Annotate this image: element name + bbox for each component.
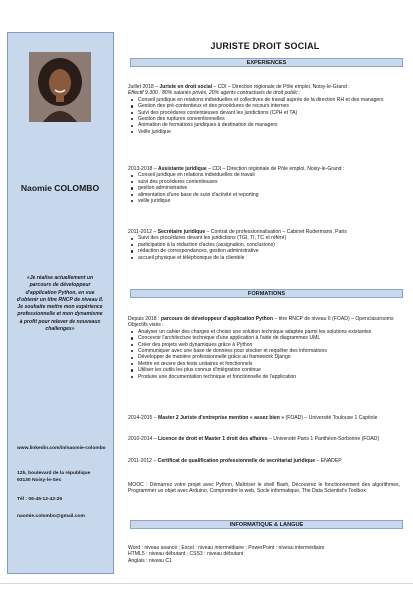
candidate-name: Naomie COLOMBO <box>20 183 100 193</box>
list-item: Créer des projets web dynamiques grâce à Python <box>138 342 400 348</box>
list-item: Conseil juridique en relations individuelles et collectives de travail auprès de la direction RH et des managers <box>138 97 400 103</box>
job3-date: 2011-2012 – <box>128 229 158 235</box>
address-line2: 93130 Noisy-le-Sec <box>17 478 62 483</box>
job3-list <box>128 235 400 261</box>
mooc <box>128 482 400 495</box>
job1-date: Juillet 2018 – <box>128 84 160 90</box>
formation-3 <box>128 436 400 442</box>
experiences-heading: EXPERIENCES <box>130 58 403 67</box>
formation-2 <box>128 415 400 421</box>
formation-4 <box>128 458 400 464</box>
job2-detail: – CDI – Direction régionale de Pôle emploi, Noisy-le-Grand : <box>206 166 345 172</box>
list-item: Analyser un cahier des charges et choisir une solution technique adaptée parmi les solutions existantes <box>138 329 400 335</box>
list-item: Gestion des pré-contentieux et des procédures de recours internes <box>138 103 400 109</box>
list-item: Animation de formations juridiques à destination de managers <box>138 122 400 128</box>
f4-date: 2011-2012 – <box>128 458 158 464</box>
f2-name: Master 2 Juriste d'entreprise mention « assez bien » <box>158 415 285 421</box>
f4-name: Certificat de qualification professionnelle de secrétariat juridique <box>157 458 316 464</box>
list-item: Suivi des procédures devant les juridictions (TGI, TI, TC et référé) <box>138 235 400 241</box>
list-item: Conseil juridique en relations individuelles de travail <box>138 172 400 178</box>
linkedin-link[interactable]: www.linkedin.com/in/naomie-colombo <box>17 446 106 451</box>
f4-detail: – ENADEP <box>315 458 342 464</box>
f2-date: 2014-2015 – <box>128 415 159 421</box>
f3-date: 2010-2014 – <box>128 436 159 442</box>
f3-name: Licence de droit et Master 1 droit des affaires <box>158 436 268 442</box>
informatique-heading: INFORMATIQUE & LANGUE <box>130 520 403 529</box>
list-item: veille juridique <box>138 198 400 204</box>
f3-detail: – Université Paris 1 Panthéon-Sorbonne (FOAD) <box>267 436 380 442</box>
mooc-text: MOOC : Démarrez votre projet avec Python, Maîtriser le shell Bash, Découvrez le fonctionnement des algorithmes, Programmer un objet avec Arduino, Comprendre le web, Socle informatique, The Data Scientist's Toolbox <box>128 482 400 495</box>
job1-detail: – CDI – Direction régionale de Pôle emploi, Noisy-le-Grand : <box>212 84 350 90</box>
job2-list <box>128 172 400 204</box>
f1-name: parcours de développeur d'application Python <box>160 316 274 322</box>
job2-role: Assistante juridique <box>158 166 207 172</box>
list-item: gestion administrative <box>138 185 400 191</box>
list-item: Produire une documentation technique et fonctionnelle de l'application <box>138 374 400 380</box>
profile-quote: «Je réalise actuellement un parcours de développeur d'application Python, en vue d'obtenir un titre RNCP de niveau II. Je souhaite mettre mon expérience professionnelle et mon dynamisme à profit pour relever de nouveaux challenges» <box>16 275 104 333</box>
address-line1: 12b, boulevard de la république <box>17 471 91 476</box>
f1-list <box>128 329 400 380</box>
avatar-illustration <box>29 52 91 122</box>
f1-detail: – titre RNCP de niveau II (FOAD) – Openclassrooms <box>273 316 394 322</box>
list-item: Suivi des procédures contentieuses devant les juridictions (CPH et TA) <box>138 110 400 116</box>
job1-role: Juriste en droit social <box>159 84 213 90</box>
job3-detail: – Contrat de professionnalisation – Cabinet Rudermann, Paris <box>205 229 347 235</box>
job2-date: 2013-2018 – <box>128 166 159 172</box>
list-item: alimentation d'une base de suivi d'activité et reporting <box>138 192 400 198</box>
f1-objectifs: Objectifs visés : <box>128 322 164 329</box>
profile-photo <box>29 52 91 122</box>
job-2 <box>128 166 400 204</box>
job1-list <box>128 97 400 135</box>
page-divider <box>0 583 413 584</box>
list-item: participation à la rédaction d'actes (assignation, conclusions) <box>138 242 400 248</box>
list-item: Mettre en œuvre des tests unitaires et fonctionnels <box>138 361 400 367</box>
f2-detail: (FOAD) – Université Toulouse 1 Capitole <box>284 415 378 421</box>
list-item: Développer de manière professionnelle grâce au framework Django <box>138 354 400 360</box>
list-item: Utiliser les outils les plus connus d'intégration continue <box>138 367 400 373</box>
info-line1: Word : niveau avancé ; Excel : niveau intermédiaire ; PowerPoint : niveau intermédiaire <box>128 545 325 551</box>
formation-1 <box>128 316 400 380</box>
formations-heading: FORMATIONS <box>130 289 403 298</box>
list-item: accueil physique et téléphonique de la clientèle <box>138 255 400 261</box>
list-item: Communiquer avec une base de données pour stocker et requêter des informations <box>138 348 400 354</box>
f1-date: Depuis 2018 : <box>128 316 161 322</box>
job-3 <box>128 229 400 261</box>
informatique-block <box>128 545 400 564</box>
job3-role: Secrétaire juridique <box>157 229 206 235</box>
email-link[interactable]: naomie.colombo@gmail.com <box>17 514 85 519</box>
info-line2: HTML5 : niveau débutant ; CSS3 : niveau débutant <box>128 551 244 558</box>
job1-effectif: Effectif 9.300 : 80% salariés privés, 20% agents contractuels de droit public : <box>128 90 301 97</box>
list-item: Gestion des ruptures conventionnelles <box>138 116 400 122</box>
list-item: Veille juridique <box>138 129 400 135</box>
page-title: JURISTE DROIT SOCIAL <box>210 41 320 51</box>
list-item: rédaction de correspondances, gestion administrative <box>138 248 400 254</box>
phone: Tél : 06-45-12-42-26 <box>17 497 63 502</box>
info-line3: Anglais : niveau C1 <box>128 557 172 564</box>
job-1 <box>128 84 400 135</box>
list-item: suivi des procédures contentieuses <box>138 179 400 185</box>
list-item: Concevoir l'architecture technique d'une application à l'aide de diagrammes UML <box>138 335 400 341</box>
